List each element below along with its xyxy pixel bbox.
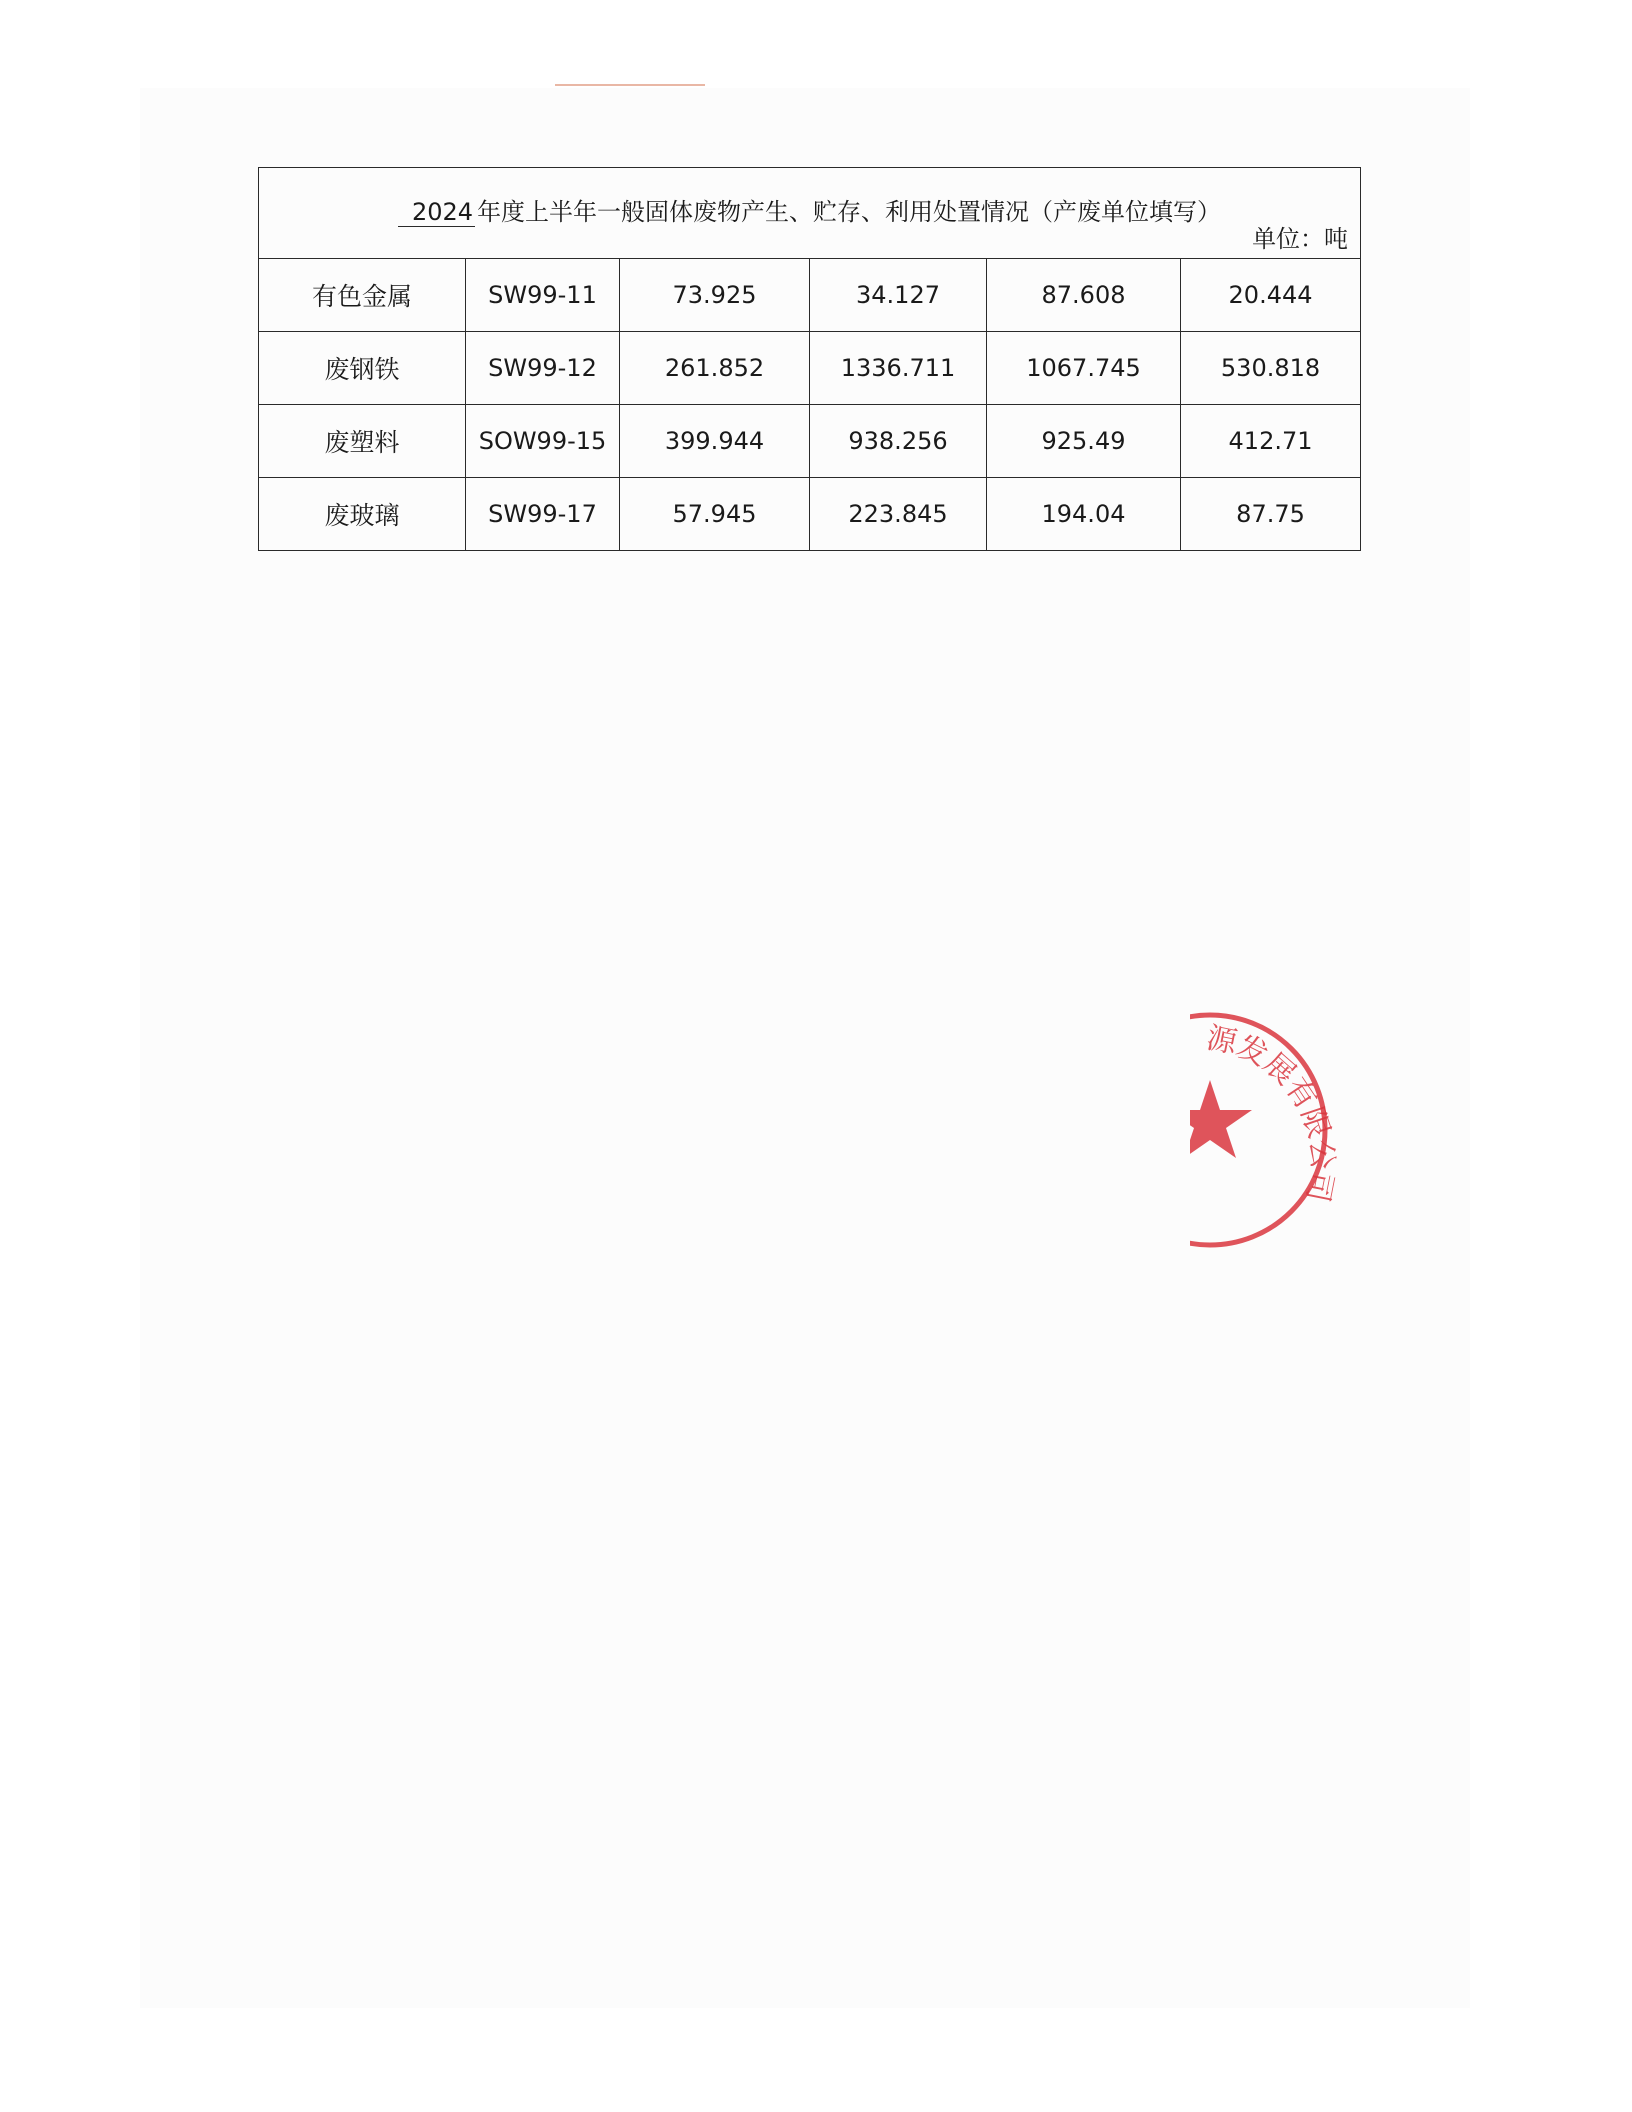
table-title: [259, 192, 1360, 227]
cell-value: 87.75: [1181, 478, 1361, 551]
cell-waste-code: SW99-17: [466, 478, 620, 551]
cell-value: 34.127: [810, 259, 987, 332]
cell-value: 938.256: [810, 405, 987, 478]
title-year: 2024: [398, 198, 475, 227]
cell-value: 261.852: [620, 332, 810, 405]
cell-value: 194.04: [987, 478, 1181, 551]
cell-value: 20.444: [1181, 259, 1361, 332]
scan-artifact: [555, 84, 705, 86]
cell-value: 530.818: [1181, 332, 1361, 405]
cell-value: 1067.745: [987, 332, 1181, 405]
cell-value: 412.71: [1181, 405, 1361, 478]
waste-table: [258, 167, 1361, 551]
cell-value: 87.608: [987, 259, 1181, 332]
table-row: [259, 405, 1361, 478]
table-header-row: [259, 168, 1361, 259]
cell-waste-code: SW99-11: [466, 259, 620, 332]
cell-waste-name: 废玻璃: [259, 478, 466, 551]
seal-graphic: [1190, 1000, 1340, 1260]
title-text: 年度上半年一般固体废物产生、贮存、利用处置情况（产废单位填写）: [477, 198, 1222, 226]
cell-value: 57.945: [620, 478, 810, 551]
cell-waste-code: SOW99-15: [466, 405, 620, 478]
cell-value: 223.845: [810, 478, 987, 551]
cell-value: 399.944: [620, 405, 810, 478]
cell-value: 1336.711: [810, 332, 987, 405]
cell-waste-name: 有色金属: [259, 259, 466, 332]
table-row: [259, 478, 1361, 551]
cell-value: 925.49: [987, 405, 1181, 478]
table-row: [259, 332, 1361, 405]
cell-waste-code: SW99-12: [466, 332, 620, 405]
cell-waste-name: 废塑料: [259, 405, 466, 478]
unit-label: 单位：吨: [1252, 225, 1349, 253]
cell-waste-name: 废钢铁: [259, 332, 466, 405]
table-title-cell: [259, 168, 1361, 259]
company-seal: [1190, 1000, 1340, 1260]
cell-value: 73.925: [620, 259, 810, 332]
table-row: [259, 259, 1361, 332]
seal-star-icon: [1190, 1080, 1252, 1158]
seal-text: 源发展有限公司: [1203, 1020, 1340, 1205]
